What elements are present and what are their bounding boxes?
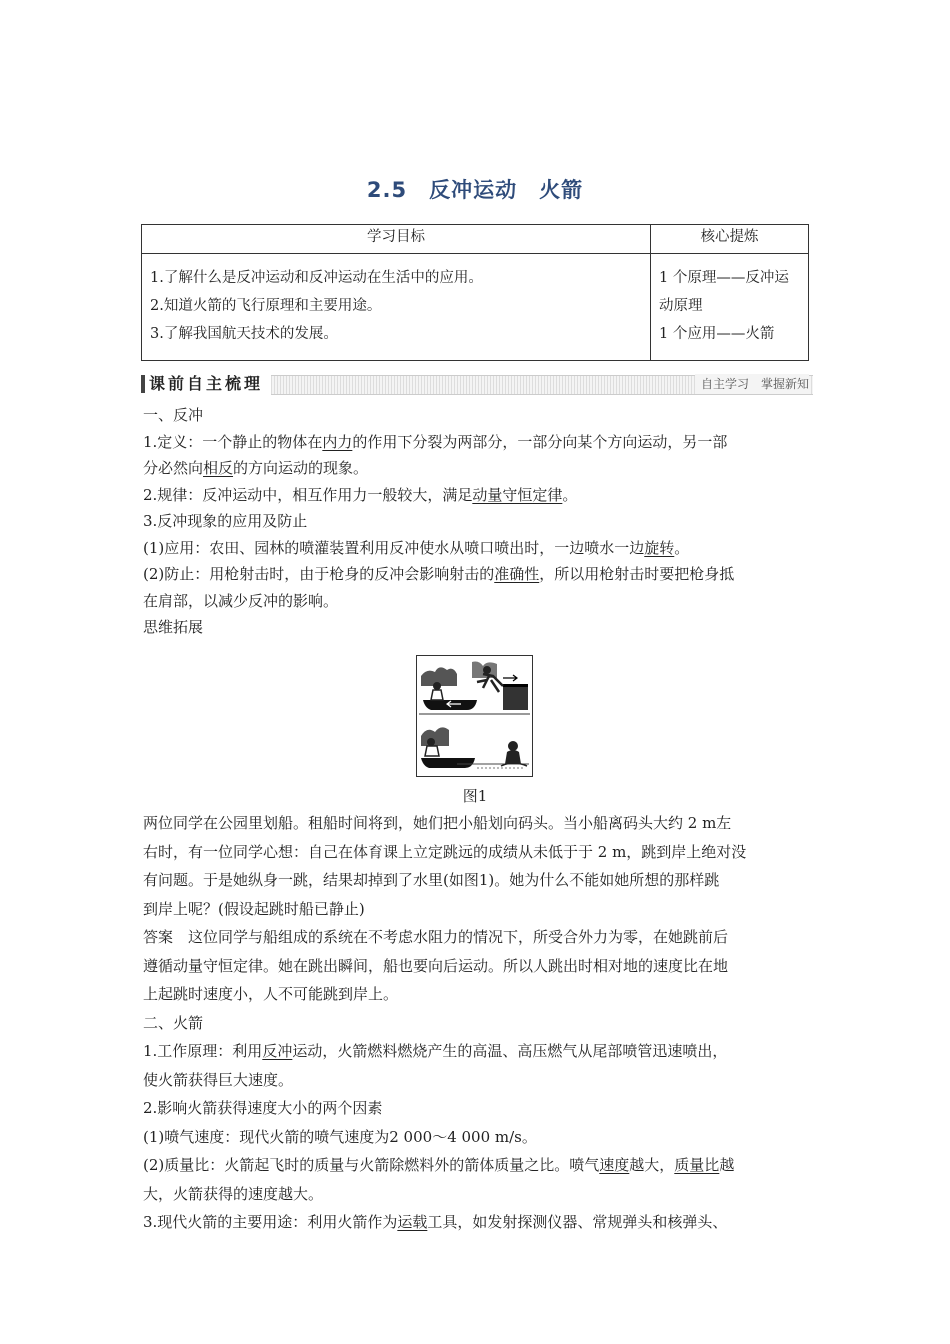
blank-answer: 动量守恒定律 (472, 485, 563, 504)
figure-boat-jump (416, 655, 533, 777)
factor-mass-ratio: (2)质量比：火箭起飞时的质量与火箭除燃料外的箭体质量之比。喷气速度越大，质量比越 (143, 1156, 735, 1174)
goal-item: 1.了解什么是反冲运动和反冲运动在生活中的应用。 (150, 270, 483, 286)
banner-subtitle: 自主学习 掌握新知 (695, 374, 809, 394)
thinking-extension: 思维拓展 (143, 618, 204, 636)
boat-jump-illustration (417, 656, 532, 776)
answer-line: 答案 这位同学与船组成的系统在不考虑水阻力的情况下，所受合外力为零，在她跳前后 (143, 928, 729, 946)
story-line: 到岸上呢？(假设起跳时船已静止) (143, 899, 365, 918)
answer-line: 遵循动量守恒定律。她在跳出瞬间，船也要向后运动。所以人跳出时相对地的速度比在地 (143, 956, 729, 975)
goals-cell (142, 254, 651, 361)
working-principle: 1.工作原理：利用反冲运动，火箭燃料燃烧产生的高温、高压燃气从尾部喷管迅速喷出， (143, 1042, 728, 1060)
title-text: 反冲运动 火箭 (429, 178, 584, 202)
section-recoil (143, 402, 810, 641)
section-number: 2.5 (366, 178, 408, 202)
blank-answer: 内力 (322, 432, 353, 451)
core-cell (651, 254, 809, 361)
page-title (0, 174, 950, 204)
core-line: 动原理 (659, 298, 703, 314)
definition: 1.定义：一个静止的物体在内力的作用下分裂为两部分，一部分向某个方向运动，另一部 (143, 432, 728, 451)
blank-answer: 运载 (397, 1213, 428, 1231)
working-principle-cont: 使火箭获得巨大速度。 (143, 1070, 294, 1089)
definition-cont: 分必然向相反的方向运动的现象。 (143, 459, 369, 477)
rule: 2.规律：反冲运动中，相互作用力一般较大，满足动量守恒定律。 (143, 485, 578, 504)
prevention: (2)防止：用枪射击时，由于枪身的反冲会影响射击的准确性，所以用枪射击时要把枪身抵 (143, 565, 735, 583)
answer-line: 上起跳时速度小，人不可能跳到岸上。 (143, 985, 399, 1003)
blank-answer: 质量比 (674, 1156, 720, 1174)
blank-answer: 旋转 (644, 538, 675, 557)
blank-answer: 准确性 (494, 565, 540, 583)
goal-item: 2.知道火箭的飞行原理和主要用途。 (150, 298, 382, 314)
story-line: 右时，有一位同学心想：自己在体育课上立定跳远的成绩从未低于于 2 m，跳到岸上绝对没 (143, 842, 747, 861)
story-line: 有问题。于是她纵身一跳，结果却掉到了水里(如图1)。她为什么不能如她所想的那样跳 (143, 871, 720, 889)
blank-answer: 相反 (203, 459, 234, 477)
story-line: 两位同学在公园里划船。租船时间将到，她们把小船划向码头。当小船离码头大约 2 m左 (143, 814, 732, 832)
section-banner (141, 373, 813, 395)
factor-mass-ratio-cont: 大，火箭获得的速度越大。 (143, 1184, 324, 1203)
application: (1)应用：农田、园林的喷灌装置利用反冲使水从喷口喷出时，一边喷水一边旋转。 (143, 538, 690, 557)
application-heading: 3.反冲现象的应用及防止 (143, 512, 308, 530)
factors-heading: 2.影响火箭获得速度大小的两个因素 (143, 1099, 383, 1117)
section-heading: 二、火箭 (143, 1013, 204, 1032)
prevention-cont: 在肩部，以减少反冲的影响。 (143, 591, 339, 610)
banner-bar (141, 375, 145, 393)
figure-caption: 图1 (462, 787, 488, 805)
core-line: 1 个原理——反冲运 (659, 270, 789, 286)
main-uses: 3.现代火箭的主要用途：利用火箭作为运载工具，如发射探测仪器、常规弹头和核弹头、 (143, 1213, 728, 1231)
goals-header: 学习目标 (142, 225, 651, 254)
blank-answer: 速度 (599, 1156, 630, 1174)
core-line: 1 个应用——火箭 (659, 326, 775, 342)
section-story-rocket (143, 809, 810, 1237)
blank-answer: 反冲 (262, 1042, 293, 1060)
core-header: 核心提炼 (651, 225, 809, 254)
goal-item: 3.了解我国航天技术的发展。 (150, 326, 338, 342)
section-heading: 一、反冲 (143, 406, 204, 424)
banner-label: 课前自主梳理 (149, 373, 269, 395)
goals-table (141, 224, 809, 361)
factor-exhaust-speed: (1)喷气速度：现代火箭的喷气速度为2 000～4 000 m/s。 (143, 1127, 537, 1146)
